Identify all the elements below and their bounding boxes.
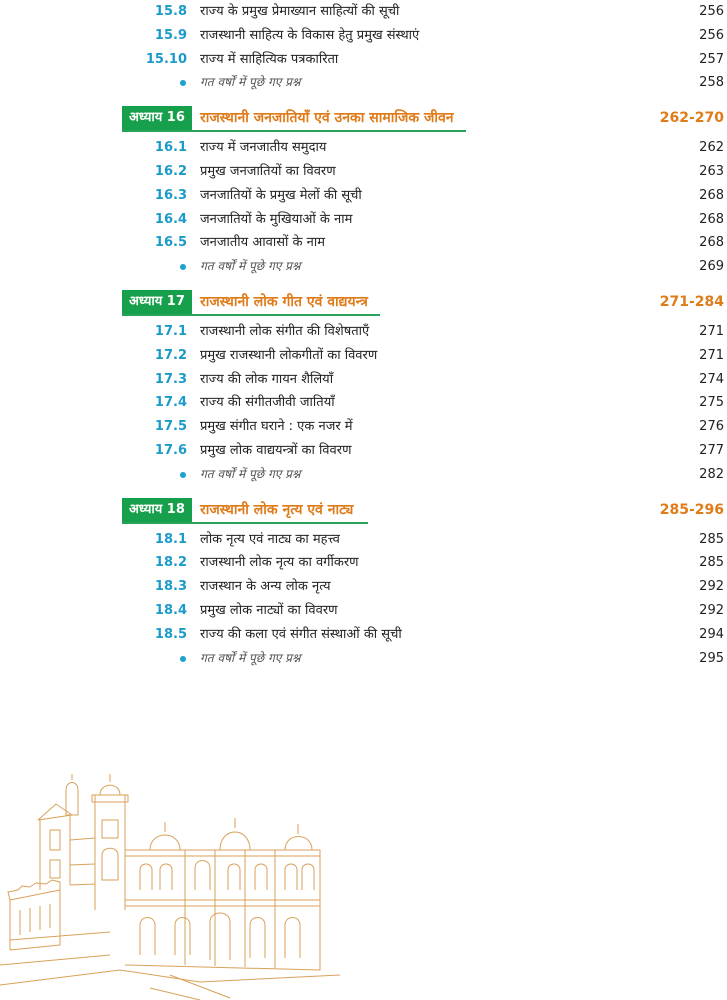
section-number: 16.3 [154, 187, 187, 203]
toc-entry [0, 0, 727, 24]
page-number: 292 [699, 602, 724, 618]
section-title: राज्य की संगीतजीवी जातियाँ [200, 395, 335, 411]
page-number: 277 [699, 442, 724, 458]
section-title: जनजातियों के मुखियाओं के नाम [200, 211, 353, 227]
toc-entry [0, 344, 727, 368]
page-number: 274 [699, 371, 724, 387]
section-number: 15.9 [154, 27, 187, 43]
section-number: 17.2 [154, 347, 187, 363]
page-number: 294 [699, 626, 724, 642]
section-number: 15.8 [154, 4, 187, 19]
section-number: 17.6 [154, 442, 187, 458]
toc-entry [0, 415, 727, 439]
chapter-heading [0, 287, 727, 319]
section-title: राज्य में साहित्यिक पत्रकारिता [200, 51, 339, 67]
section-number: 16.4 [154, 211, 187, 227]
section-title: राजस्थानी लोक नृत्य का वर्गीकरण [200, 555, 359, 571]
section-title: राजस्थान के अन्य लोक नृत्य [200, 579, 331, 595]
chapter-page-range: 285-296 [659, 501, 724, 518]
page-number: 295 [699, 650, 724, 666]
chapter-page-range: 271-284 [659, 293, 724, 310]
page-number: 258 [699, 75, 724, 91]
bullet-icon [180, 656, 186, 662]
page-number: 262 [699, 140, 724, 156]
section-number: 16.5 [154, 235, 187, 251]
section-title: गत वर्षों में पूछे गए प्रश्न [200, 466, 301, 481]
page-number: 276 [699, 419, 724, 435]
chapter-tag: अध्याय 16 [122, 106, 192, 130]
toc-entry [0, 231, 727, 255]
section-title: लोक नृत्य एवं नाट्य का महत्त्व [200, 531, 340, 547]
section-number: 17.1 [154, 323, 187, 339]
bullet-icon [180, 80, 186, 86]
page-number: 256 [699, 4, 724, 19]
page-number: 285 [699, 531, 724, 547]
section-title: गत वर्षों में पूछे गए प्रश्न [200, 259, 301, 274]
previous-questions-row [0, 255, 727, 279]
section-number: 18.3 [154, 579, 187, 595]
section-title: जनजातियों के प्रमुख मेलों की सूची [200, 187, 362, 203]
section-number: 18.5 [154, 626, 187, 642]
chapter-heading [0, 103, 727, 135]
toc-entry [0, 439, 727, 463]
page-number: 268 [699, 211, 724, 227]
previous-questions-row [0, 463, 727, 487]
chapter-tag: अध्याय 18 [122, 498, 192, 522]
page-number: 268 [699, 235, 724, 251]
page-number: 285 [699, 555, 724, 571]
chapter-underline [122, 290, 380, 316]
toc-entry [0, 528, 727, 552]
toc-entry [0, 551, 727, 575]
section-title: राज्य की लोक गायन शैलियाँ [200, 371, 334, 387]
section-number: 17.3 [154, 371, 187, 387]
section-title: गत वर्षों में पूछे गए प्रश्न [200, 650, 301, 665]
chapter-tag: अध्याय 17 [122, 290, 192, 314]
toc-entry [0, 623, 727, 647]
section-title: प्रमुख लोक नाट्यों का विवरण [200, 602, 338, 618]
toc-entry [0, 48, 727, 72]
chapter-title: राजस्थानी जनजातियाँ एवं उनका सामाजिक जीवन [200, 110, 454, 127]
section-title: प्रमुख जनजातियों का विवरण [200, 163, 336, 179]
page-number: 271 [699, 323, 724, 339]
toc-entry [0, 320, 727, 344]
page-number: 282 [699, 466, 724, 482]
toc-entry [0, 136, 727, 160]
section-title: राजस्थानी साहित्य के विकास हेतु प्रमुख संस्थाएं [200, 27, 420, 43]
toc-entry [0, 575, 727, 599]
section-title: जनजातीय आवासों के नाम [200, 235, 325, 251]
section-number: 18.1 [154, 531, 187, 547]
chapter-page-range: 262-270 [659, 110, 724, 127]
section-number: 18.2 [154, 555, 187, 571]
toc-entry [0, 184, 727, 208]
page-number: 292 [699, 579, 724, 595]
bullet-icon [180, 264, 186, 270]
toc-entry [0, 208, 727, 232]
chapter-title: राजस्थानी लोक गीत एवं वाद्ययन्त्र [200, 293, 368, 310]
page-number: 257 [699, 51, 724, 67]
chapter-heading [0, 495, 727, 527]
bullet-icon [180, 472, 186, 478]
section-title: प्रमुख संगीत घराने : एक नजर में [200, 419, 353, 435]
section-title: गत वर्षों में पूछे गए प्रश्न [200, 75, 301, 90]
toc-entry [0, 160, 727, 184]
page-number: 256 [699, 27, 724, 43]
chapter-underline [122, 498, 368, 524]
section-title: राजस्थानी लोक संगीत की विशेषताएँ [200, 323, 370, 339]
section-number: 17.4 [154, 395, 187, 411]
previous-questions-row [0, 647, 727, 671]
section-title: प्रमुख राजस्थानी लोकगीतों का विवरण [200, 347, 378, 363]
chapter-title: राजस्थानी लोक नृत्य एवं नाट्य [200, 501, 354, 518]
toc-entry [0, 391, 727, 415]
section-title: प्रमुख लोक वाद्ययन्त्रों का विवरण [200, 442, 352, 458]
toc-entry [0, 368, 727, 392]
page-number: 275 [699, 395, 724, 411]
section-title: राज्य के प्रमुख प्रेमाख्यान साहित्यों की सूची [200, 4, 400, 19]
section-number: 15.10 [145, 51, 187, 67]
section-number: 16.2 [154, 163, 187, 179]
section-number: 17.5 [154, 419, 187, 435]
toc-entry [0, 599, 727, 623]
fort-illustration [0, 760, 360, 1000]
chapter-underline [122, 106, 466, 132]
section-number: 16.1 [154, 140, 187, 156]
page-number: 271 [699, 347, 724, 363]
section-title: राज्य की कला एवं संगीत संस्थाओं की सूची [200, 626, 402, 642]
page-number: 268 [699, 187, 724, 203]
previous-questions-row [0, 71, 727, 95]
page-number: 269 [699, 259, 724, 275]
section-title: राज्य में जनजातीय समुदाय [200, 140, 327, 156]
section-number: 18.4 [154, 602, 187, 618]
toc-entry [0, 24, 727, 48]
page-number: 263 [699, 163, 724, 179]
